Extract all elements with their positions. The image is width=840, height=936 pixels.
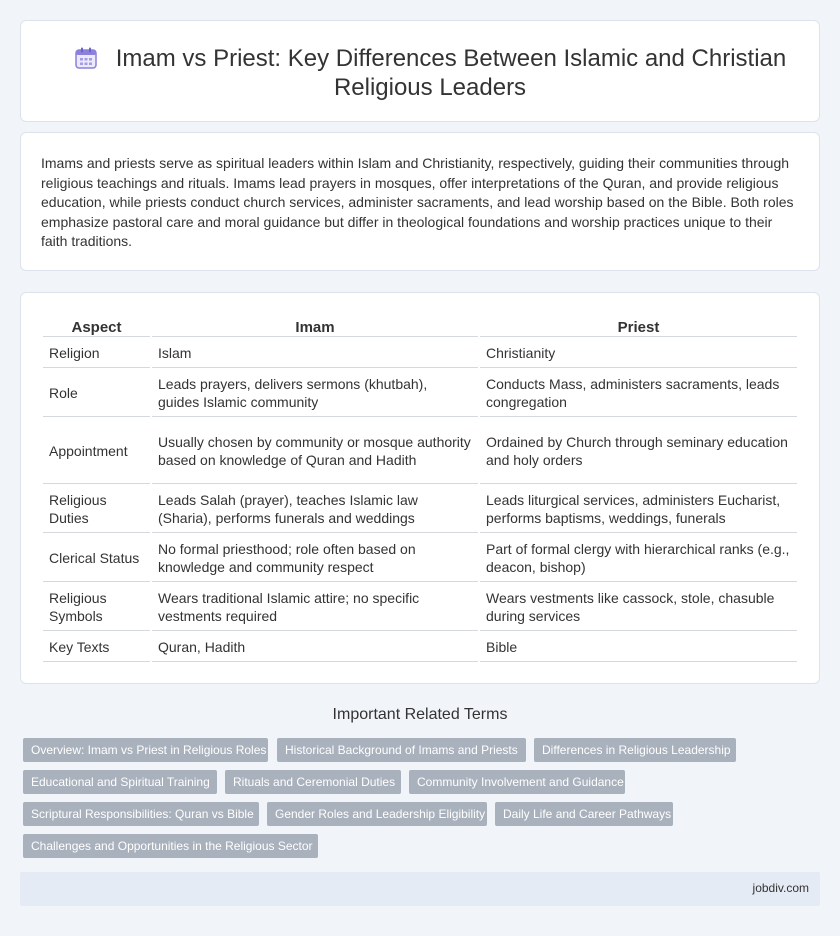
- related-tag[interactable]: Rituals and Ceremonial Duties: [225, 770, 401, 794]
- header-aspect: Aspect: [43, 317, 150, 337]
- imam-cell: Leads prayers, delivers sermons (khutbah), guides Islamic community: [152, 370, 478, 417]
- related-tag[interactable]: Daily Life and Career Pathways: [495, 802, 673, 826]
- comparison-card: [20, 292, 820, 684]
- page-title: [61, 44, 799, 102]
- priest-cell: Wears vestments like cassock, stole, chasuble during services: [480, 584, 797, 631]
- aspect-cell: Religious Duties: [43, 486, 150, 533]
- table-row: [43, 339, 797, 368]
- intro-paragraph: Imams and priests serve as spiritual leaders within Islam and Christianity, respectively, guiding their communities through religious teachings and rituals. Imams lead prayers in mosques, offer interpretations of the Quran, and provide religious education, while priests conduct church services, administer sacraments, and lead worship based on the Bible. Both roles emphasize pastoral care and moral guidance but differ in theological foundations and worship practices unique to their faith traditions.: [41, 155, 794, 250]
- priest-cell: Ordained by Church through seminary education and holy orders: [480, 419, 797, 484]
- related-tag[interactable]: Educational and Spiritual Training: [23, 770, 217, 794]
- related-tag[interactable]: Differences in Religious Leadership: [534, 738, 736, 762]
- priest-cell: Leads liturgical services, administers Eucharist, performs baptisms, weddings, funerals: [480, 486, 797, 533]
- table-row: [43, 535, 797, 582]
- table-row: [43, 419, 797, 484]
- imam-cell: Usually chosen by community or mosque authority based on knowledge of Quran and Hadith: [152, 419, 478, 484]
- related-tag[interactable]: Overview: Imam vs Priest in Religious Roles: [23, 738, 268, 762]
- priest-cell: Bible: [480, 633, 797, 662]
- header-priest: Priest: [480, 317, 797, 337]
- imam-cell: Quran, Hadith: [152, 633, 478, 662]
- related-terms-section: [20, 704, 820, 853]
- aspect-cell: Role: [43, 370, 150, 417]
- related-tag[interactable]: Challenges and Opportunities in the Religious Sector: [23, 834, 318, 858]
- calendar-icon: [74, 47, 98, 69]
- priest-cell: Christianity: [480, 339, 797, 368]
- intro-card: [20, 132, 820, 271]
- footer-site-link[interactable]: jobdiv.com: [752, 881, 809, 895]
- table-row: [43, 584, 797, 631]
- imam-cell: No formal priesthood; role often based on knowledge and community respect: [152, 535, 478, 582]
- imam-cell: Wears traditional Islamic attire; no specific vestments required: [152, 584, 478, 631]
- aspect-cell: Appointment: [43, 419, 150, 484]
- related-tag[interactable]: Gender Roles and Leadership Eligibility: [267, 802, 487, 826]
- related-tag[interactable]: Scriptural Responsibilities: Quran vs Bible: [23, 802, 259, 826]
- related-tag[interactable]: Historical Background of Imams and Priests: [277, 738, 526, 762]
- table-header-row: [43, 317, 797, 337]
- header-imam: Imam: [152, 317, 478, 337]
- imam-cell: Islam: [152, 339, 478, 368]
- table-row: [43, 633, 797, 662]
- priest-cell: Part of formal clergy with hierarchical ranks (e.g., deacon, bishop): [480, 535, 797, 582]
- table-row: [43, 486, 797, 533]
- aspect-cell: Key Texts: [43, 633, 150, 662]
- comparison-table: [41, 315, 799, 664]
- table-row: [43, 370, 797, 417]
- header-card: [20, 20, 820, 122]
- footer-bar: [20, 872, 820, 906]
- aspect-cell: Clerical Status: [43, 535, 150, 582]
- related-terms-title: Important Related Terms: [332, 706, 508, 723]
- priest-cell: Conducts Mass, administers sacraments, leads congregation: [480, 370, 797, 417]
- aspect-cell: Religion: [43, 339, 150, 368]
- imam-cell: Leads Salah (prayer), teaches Islamic law (Sharia), performs funerals and weddings: [152, 486, 478, 533]
- aspect-cell: Religious Symbols: [43, 584, 150, 631]
- title-wrap: [61, 44, 799, 102]
- page-title-text: Imam vs Priest: Key Differences Between Islamic and Christian Religious Leaders: [115, 45, 787, 101]
- related-tag[interactable]: Community Involvement and Guidance: [409, 770, 625, 794]
